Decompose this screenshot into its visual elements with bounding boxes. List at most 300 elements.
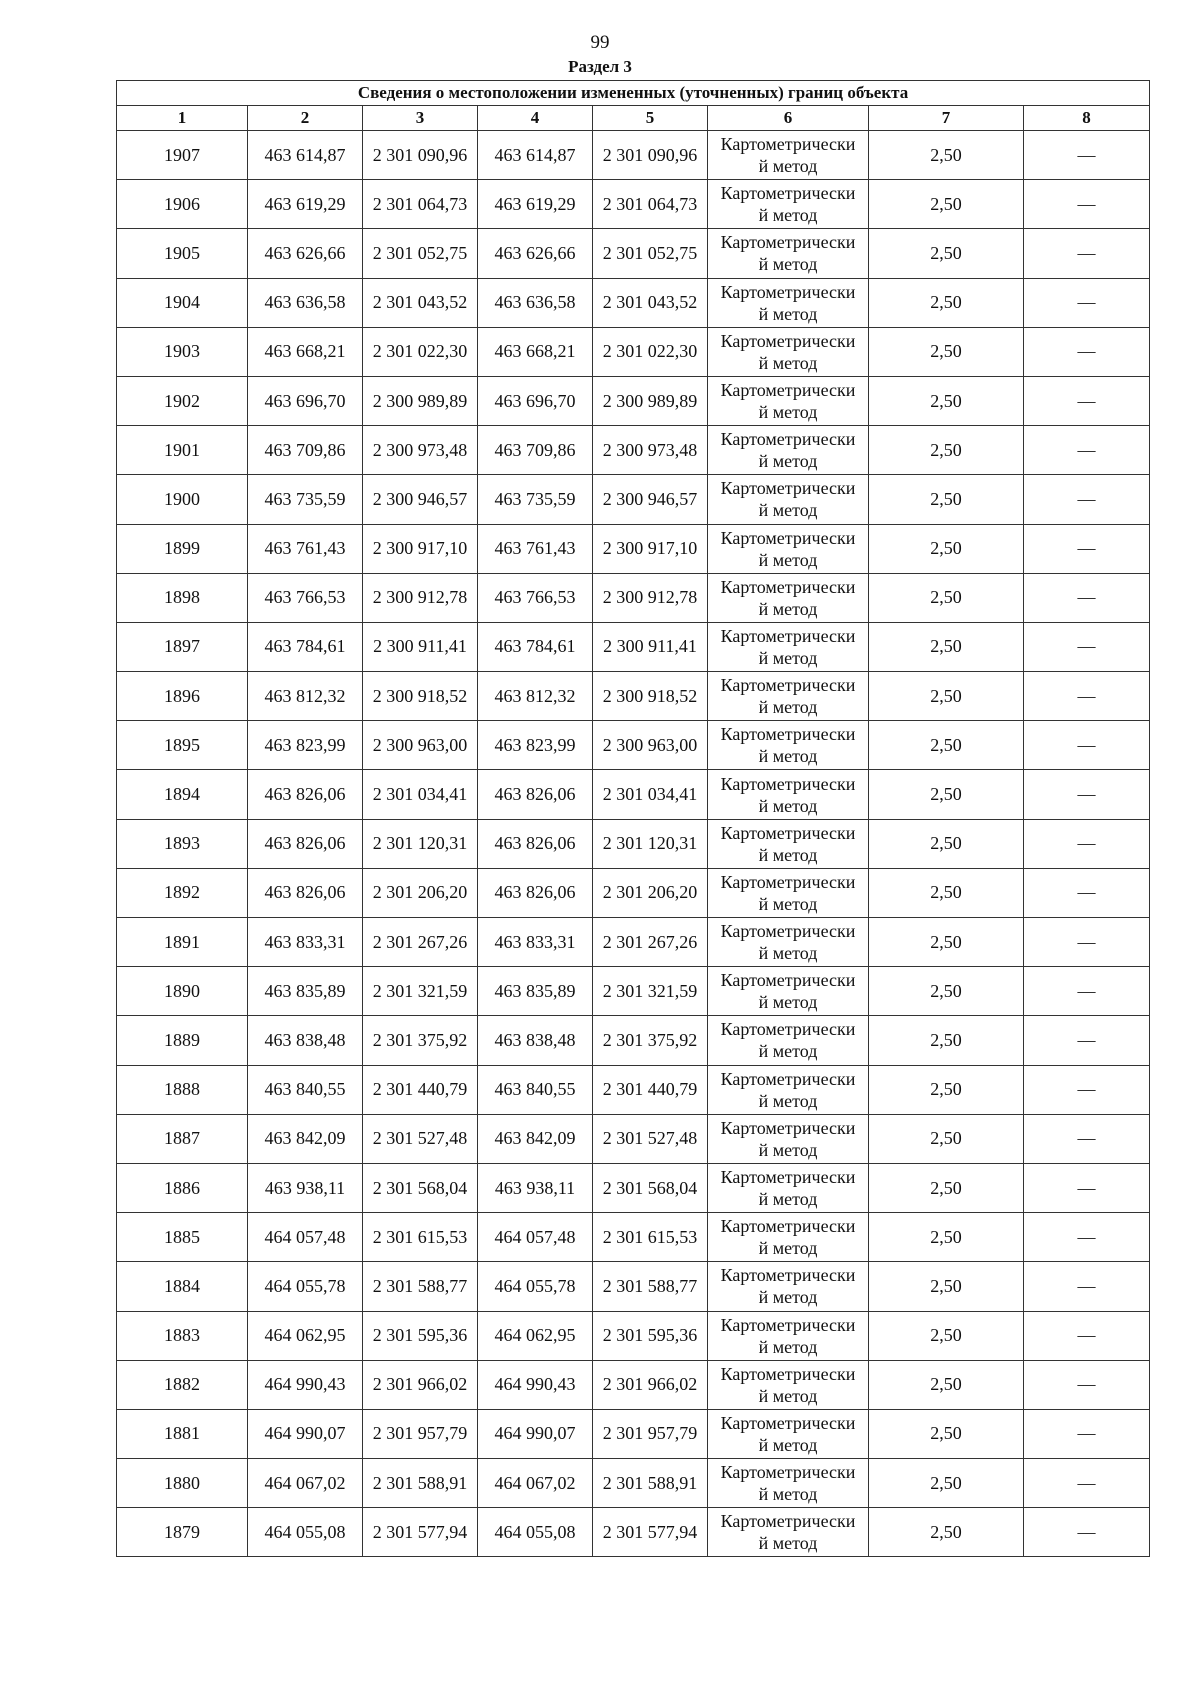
- column-number-3: 3: [363, 106, 478, 131]
- point-number-cell: 1890: [117, 967, 248, 1016]
- note-cell: —: [1024, 524, 1150, 573]
- x-new-cell: 463 938,11: [478, 1163, 593, 1212]
- y-existing-cell: 2 301 527,48: [363, 1114, 478, 1163]
- point-number-cell: 1900: [117, 475, 248, 524]
- note-cell: —: [1024, 1459, 1150, 1508]
- note-cell: —: [1024, 1311, 1150, 1360]
- method-text-line-2: й метод: [758, 598, 818, 619]
- y-new-cell: 2 301 957,79: [593, 1409, 708, 1458]
- note-cell: —: [1024, 770, 1150, 819]
- table-row: [117, 180, 1150, 229]
- table-row: [117, 721, 1150, 770]
- point-number-cell: 1882: [117, 1360, 248, 1409]
- y-new-cell: 2 300 917,10: [593, 524, 708, 573]
- y-existing-cell: 2 301 120,31: [363, 819, 478, 868]
- point-number-cell: 1904: [117, 278, 248, 327]
- column-number-7: 7: [869, 106, 1024, 131]
- method-text-line-2: й метод: [758, 647, 818, 668]
- accuracy-cell: 2,50: [869, 1409, 1024, 1458]
- accuracy-cell: 2,50: [869, 721, 1024, 770]
- y-existing-cell: 2 301 615,53: [363, 1213, 478, 1262]
- point-number-cell: 1907: [117, 131, 248, 180]
- table-row: [117, 819, 1150, 868]
- method-text-line-1: Картометрически: [720, 1019, 856, 1040]
- x-existing-cell: 463 812,32: [248, 672, 363, 721]
- y-existing-cell: 2 301 588,77: [363, 1262, 478, 1311]
- method-text-line-2: й метод: [758, 500, 818, 521]
- method-text-line-1: Картометрически: [720, 1412, 856, 1433]
- method-text-line-2: й метод: [758, 1189, 818, 1210]
- accuracy-cell: 2,50: [869, 770, 1024, 819]
- accuracy-cell: 2,50: [869, 622, 1024, 671]
- method-text-line-1: Картометрически: [720, 1314, 856, 1335]
- table-row: [117, 672, 1150, 721]
- y-existing-cell: 2 301 957,79: [363, 1409, 478, 1458]
- method-text-line-1: Картометрически: [720, 380, 856, 401]
- x-existing-cell: 464 057,48: [248, 1213, 363, 1262]
- x-existing-cell: 463 619,29: [248, 180, 363, 229]
- table-row: [117, 1213, 1150, 1262]
- x-new-cell: 464 067,02: [478, 1459, 593, 1508]
- method-text-line-2: й метод: [758, 254, 818, 275]
- column-number-1: 1: [117, 106, 248, 131]
- accuracy-cell: 2,50: [869, 327, 1024, 376]
- x-new-cell: 463 812,32: [478, 672, 593, 721]
- method-cell: [708, 770, 869, 819]
- accuracy-cell: 2,50: [869, 524, 1024, 573]
- accuracy-cell: 2,50: [869, 1459, 1024, 1508]
- y-new-cell: 2 301 577,94: [593, 1508, 708, 1557]
- method-text-line-2: й метод: [758, 303, 818, 324]
- table-row: [117, 622, 1150, 671]
- x-new-cell: 463 668,21: [478, 327, 593, 376]
- table-row: [117, 475, 1150, 524]
- point-number-cell: 1906: [117, 180, 248, 229]
- point-number-cell: 1896: [117, 672, 248, 721]
- method-text-line-2: й метод: [758, 1533, 818, 1554]
- point-number-cell: 1885: [117, 1213, 248, 1262]
- x-existing-cell: 463 838,48: [248, 1016, 363, 1065]
- x-existing-cell: 463 823,99: [248, 721, 363, 770]
- y-new-cell: 2 301 595,36: [593, 1311, 708, 1360]
- method-text-line-2: й метод: [758, 1434, 818, 1455]
- note-cell: —: [1024, 475, 1150, 524]
- accuracy-cell: 2,50: [869, 278, 1024, 327]
- y-new-cell: 2 300 973,48: [593, 426, 708, 475]
- table-row: [117, 1016, 1150, 1065]
- method-cell: [708, 573, 869, 622]
- method-text-line-2: й метод: [758, 1385, 818, 1406]
- method-text-line-2: й метод: [758, 992, 818, 1013]
- x-existing-cell: 463 696,70: [248, 376, 363, 425]
- method-text-line-2: й метод: [758, 893, 818, 914]
- method-text-line-1: Картометрически: [720, 1265, 856, 1286]
- y-new-cell: 2 301 588,77: [593, 1262, 708, 1311]
- page-number: 99: [590, 32, 610, 53]
- x-existing-cell: 463 761,43: [248, 524, 363, 573]
- method-text-line-1: Картометрически: [720, 822, 856, 843]
- method-text-line-2: й метод: [758, 1287, 818, 1308]
- method-cell: [708, 327, 869, 376]
- method-cell: [708, 819, 869, 868]
- method-text-line-2: й метод: [758, 549, 818, 570]
- column-number-8: 8: [1024, 106, 1150, 131]
- x-existing-cell: 463 709,86: [248, 426, 363, 475]
- point-number-cell: 1884: [117, 1262, 248, 1311]
- method-cell: [708, 967, 869, 1016]
- table-row: [117, 1262, 1150, 1311]
- point-number-cell: 1889: [117, 1016, 248, 1065]
- table-row: [117, 524, 1150, 573]
- method-cell: [708, 1311, 869, 1360]
- x-new-cell: 464 057,48: [478, 1213, 593, 1262]
- y-new-cell: 2 300 963,00: [593, 721, 708, 770]
- point-number-cell: 1888: [117, 1065, 248, 1114]
- y-existing-cell: 2 301 043,52: [363, 278, 478, 327]
- y-existing-cell: 2 301 267,26: [363, 918, 478, 967]
- column-number-5: 5: [593, 106, 708, 131]
- table-row: [117, 131, 1150, 180]
- x-new-cell: 463 735,59: [478, 475, 593, 524]
- accuracy-cell: 2,50: [869, 1114, 1024, 1163]
- note-cell: —: [1024, 721, 1150, 770]
- method-text-line-2: й метод: [758, 1139, 818, 1160]
- point-number-cell: 1886: [117, 1163, 248, 1212]
- y-new-cell: 2 301 267,26: [593, 918, 708, 967]
- x-new-cell: 463 761,43: [478, 524, 593, 573]
- note-cell: —: [1024, 819, 1150, 868]
- x-new-cell: 463 784,61: [478, 622, 593, 671]
- y-existing-cell: 2 301 595,36: [363, 1311, 478, 1360]
- method-cell: [708, 278, 869, 327]
- y-existing-cell: 2 300 946,57: [363, 475, 478, 524]
- accuracy-cell: 2,50: [869, 918, 1024, 967]
- accuracy-cell: 2,50: [869, 1311, 1024, 1360]
- table-row: [117, 1360, 1150, 1409]
- method-cell: [708, 1459, 869, 1508]
- y-existing-cell: 2 300 963,00: [363, 721, 478, 770]
- table-row: [117, 918, 1150, 967]
- accuracy-cell: 2,50: [869, 180, 1024, 229]
- note-cell: —: [1024, 180, 1150, 229]
- method-cell: [708, 868, 869, 917]
- y-new-cell: 2 301 568,04: [593, 1163, 708, 1212]
- method-cell: [708, 622, 869, 671]
- note-cell: —: [1024, 1508, 1150, 1557]
- x-existing-cell: 464 055,08: [248, 1508, 363, 1557]
- y-existing-cell: 2 300 918,52: [363, 672, 478, 721]
- accuracy-cell: 2,50: [869, 1213, 1024, 1262]
- x-new-cell: 463 842,09: [478, 1114, 593, 1163]
- y-existing-cell: 2 301 064,73: [363, 180, 478, 229]
- method-text-line-1: Картометрически: [720, 429, 856, 450]
- point-number-cell: 1903: [117, 327, 248, 376]
- y-new-cell: 2 301 615,53: [593, 1213, 708, 1262]
- x-existing-cell: 463 835,89: [248, 967, 363, 1016]
- point-number-cell: 1901: [117, 426, 248, 475]
- y-new-cell: 2 301 064,73: [593, 180, 708, 229]
- method-text-line-1: Картометрически: [720, 1363, 856, 1384]
- x-new-cell: 463 619,29: [478, 180, 593, 229]
- point-number-cell: 1880: [117, 1459, 248, 1508]
- x-existing-cell: 464 055,78: [248, 1262, 363, 1311]
- method-text-line-2: й метод: [758, 943, 818, 964]
- method-cell: [708, 918, 869, 967]
- y-new-cell: 2 301 043,52: [593, 278, 708, 327]
- x-existing-cell: 463 784,61: [248, 622, 363, 671]
- method-text-line-2: й метод: [758, 697, 818, 718]
- table-row: [117, 573, 1150, 622]
- method-text-line-1: Картометрически: [720, 724, 856, 745]
- method-text-line-2: й метод: [758, 1484, 818, 1505]
- method-cell: [708, 1262, 869, 1311]
- y-existing-cell: 2 301 568,04: [363, 1163, 478, 1212]
- y-new-cell: 2 301 090,96: [593, 131, 708, 180]
- y-existing-cell: 2 300 911,41: [363, 622, 478, 671]
- y-existing-cell: 2 301 588,91: [363, 1459, 478, 1508]
- y-existing-cell: 2 301 052,75: [363, 229, 478, 278]
- section-title: Раздел 3: [568, 57, 632, 76]
- note-cell: —: [1024, 672, 1150, 721]
- method-text-line-1: Картометрически: [720, 871, 856, 892]
- x-existing-cell: 463 668,21: [248, 327, 363, 376]
- y-existing-cell: 2 300 973,48: [363, 426, 478, 475]
- x-new-cell: 463 826,06: [478, 819, 593, 868]
- note-cell: —: [1024, 131, 1150, 180]
- y-new-cell: 2 300 989,89: [593, 376, 708, 425]
- method-text-line-1: Картометрически: [720, 625, 856, 646]
- method-text-line-2: й метод: [758, 156, 818, 177]
- note-cell: —: [1024, 868, 1150, 917]
- x-new-cell: 463 835,89: [478, 967, 593, 1016]
- y-new-cell: 2 301 120,31: [593, 819, 708, 868]
- y-existing-cell: 2 301 375,92: [363, 1016, 478, 1065]
- x-new-cell: 463 826,06: [478, 770, 593, 819]
- method-text-line-1: Картометрически: [720, 576, 856, 597]
- method-cell: [708, 1016, 869, 1065]
- table-row: [117, 426, 1150, 475]
- point-number-cell: 1891: [117, 918, 248, 967]
- method-cell: [708, 475, 869, 524]
- note-cell: —: [1024, 1114, 1150, 1163]
- table-row: [117, 770, 1150, 819]
- point-number-cell: 1881: [117, 1409, 248, 1458]
- y-new-cell: 2 301 440,79: [593, 1065, 708, 1114]
- table-row: [117, 1508, 1150, 1557]
- method-text-line-1: Картометрически: [720, 970, 856, 991]
- y-new-cell: 2 301 034,41: [593, 770, 708, 819]
- y-existing-cell: 2 300 989,89: [363, 376, 478, 425]
- note-cell: —: [1024, 229, 1150, 278]
- y-new-cell: 2 301 052,75: [593, 229, 708, 278]
- x-existing-cell: 464 062,95: [248, 1311, 363, 1360]
- accuracy-cell: 2,50: [869, 1360, 1024, 1409]
- table-row: [117, 229, 1150, 278]
- x-existing-cell: 463 840,55: [248, 1065, 363, 1114]
- note-cell: —: [1024, 918, 1150, 967]
- method-text-line-2: й метод: [758, 451, 818, 472]
- accuracy-cell: 2,50: [869, 229, 1024, 278]
- boundary-coordinates-table: [116, 80, 1150, 1557]
- note-cell: —: [1024, 1016, 1150, 1065]
- column-number-row: [117, 106, 1150, 131]
- method-cell: [708, 1213, 869, 1262]
- method-text-line-2: й метод: [758, 402, 818, 423]
- accuracy-cell: 2,50: [869, 376, 1024, 425]
- point-number-cell: 1894: [117, 770, 248, 819]
- table-row: [117, 1409, 1150, 1458]
- method-cell: [708, 131, 869, 180]
- y-new-cell: 2 301 588,91: [593, 1459, 708, 1508]
- column-number-4: 4: [478, 106, 593, 131]
- y-existing-cell: 2 301 022,30: [363, 327, 478, 376]
- method-cell: [708, 180, 869, 229]
- method-text-line-1: Картометрически: [720, 1511, 856, 1532]
- method-text-line-1: Картометрически: [720, 1216, 856, 1237]
- x-new-cell: 463 636,58: [478, 278, 593, 327]
- x-new-cell: 464 055,78: [478, 1262, 593, 1311]
- accuracy-cell: 2,50: [869, 1065, 1024, 1114]
- table-row: [117, 1459, 1150, 1508]
- table-row: [117, 967, 1150, 1016]
- x-new-cell: 463 766,53: [478, 573, 593, 622]
- method-text-line-1: Картометрически: [720, 1117, 856, 1138]
- method-text-line-1: Картометрически: [720, 183, 856, 204]
- method-cell: [708, 376, 869, 425]
- note-cell: —: [1024, 1163, 1150, 1212]
- y-existing-cell: 2 301 206,20: [363, 868, 478, 917]
- method-cell: [708, 1114, 869, 1163]
- method-text-line-1: Картометрически: [720, 1462, 856, 1483]
- y-existing-cell: 2 300 917,10: [363, 524, 478, 573]
- x-new-cell: 464 990,43: [478, 1360, 593, 1409]
- x-existing-cell: 463 826,06: [248, 868, 363, 917]
- y-new-cell: 2 300 912,78: [593, 573, 708, 622]
- table-row: [117, 1065, 1150, 1114]
- note-cell: —: [1024, 278, 1150, 327]
- x-new-cell: 464 990,07: [478, 1409, 593, 1458]
- y-existing-cell: 2 301 966,02: [363, 1360, 478, 1409]
- note-cell: —: [1024, 1409, 1150, 1458]
- x-existing-cell: 463 735,59: [248, 475, 363, 524]
- note-cell: —: [1024, 327, 1150, 376]
- x-existing-cell: 463 636,58: [248, 278, 363, 327]
- note-cell: —: [1024, 622, 1150, 671]
- method-text-line-2: й метод: [758, 1238, 818, 1259]
- accuracy-cell: 2,50: [869, 1508, 1024, 1557]
- method-text-line-1: Картометрически: [720, 773, 856, 794]
- method-cell: [708, 1163, 869, 1212]
- note-cell: —: [1024, 1360, 1150, 1409]
- x-existing-cell: 464 990,07: [248, 1409, 363, 1458]
- note-cell: —: [1024, 426, 1150, 475]
- x-new-cell: 464 062,95: [478, 1311, 593, 1360]
- x-existing-cell: 463 833,31: [248, 918, 363, 967]
- accuracy-cell: 2,50: [869, 1163, 1024, 1212]
- accuracy-cell: 2,50: [869, 131, 1024, 180]
- point-number-cell: 1892: [117, 868, 248, 917]
- x-existing-cell: 464 067,02: [248, 1459, 363, 1508]
- method-text-line-1: Картометрически: [720, 1167, 856, 1188]
- accuracy-cell: 2,50: [869, 573, 1024, 622]
- y-existing-cell: 2 300 912,78: [363, 573, 478, 622]
- table-row: [117, 868, 1150, 917]
- point-number-cell: 1895: [117, 721, 248, 770]
- x-new-cell: 463 626,66: [478, 229, 593, 278]
- y-new-cell: 2 301 206,20: [593, 868, 708, 917]
- method-cell: [708, 1409, 869, 1458]
- method-text-line-1: Картометрически: [720, 232, 856, 253]
- point-number-cell: 1902: [117, 376, 248, 425]
- x-new-cell: 463 826,06: [478, 868, 593, 917]
- point-number-cell: 1898: [117, 573, 248, 622]
- x-existing-cell: 463 938,11: [248, 1163, 363, 1212]
- method-cell: [708, 672, 869, 721]
- method-text-line-2: й метод: [758, 746, 818, 767]
- x-new-cell: 463 840,55: [478, 1065, 593, 1114]
- y-new-cell: 2 300 918,52: [593, 672, 708, 721]
- method-text-line-1: Картометрически: [720, 1068, 856, 1089]
- method-text-line-2: й метод: [758, 795, 818, 816]
- x-existing-cell: 463 842,09: [248, 1114, 363, 1163]
- table-row: [117, 1311, 1150, 1360]
- x-new-cell: 463 696,70: [478, 376, 593, 425]
- method-text-line-1: Картометрически: [720, 921, 856, 942]
- note-cell: —: [1024, 1262, 1150, 1311]
- x-existing-cell: 463 826,06: [248, 819, 363, 868]
- method-cell: [708, 426, 869, 475]
- x-existing-cell: 463 766,53: [248, 573, 363, 622]
- method-text-line-2: й метод: [758, 1336, 818, 1357]
- x-new-cell: 464 055,08: [478, 1508, 593, 1557]
- accuracy-cell: 2,50: [869, 819, 1024, 868]
- method-cell: [708, 1360, 869, 1409]
- point-number-cell: 1887: [117, 1114, 248, 1163]
- point-number-cell: 1897: [117, 622, 248, 671]
- method-text-line-2: й метод: [758, 352, 818, 373]
- y-existing-cell: 2 301 090,96: [363, 131, 478, 180]
- method-cell: [708, 1508, 869, 1557]
- note-cell: —: [1024, 1213, 1150, 1262]
- note-cell: —: [1024, 376, 1150, 425]
- x-new-cell: 463 823,99: [478, 721, 593, 770]
- table-body: [117, 131, 1150, 1557]
- point-number-cell: 1879: [117, 1508, 248, 1557]
- accuracy-cell: 2,50: [869, 672, 1024, 721]
- x-new-cell: 463 614,87: [478, 131, 593, 180]
- x-new-cell: 463 709,86: [478, 426, 593, 475]
- table-row: [117, 1114, 1150, 1163]
- x-existing-cell: 463 614,87: [248, 131, 363, 180]
- y-new-cell: 2 301 321,59: [593, 967, 708, 1016]
- table-row: [117, 327, 1150, 376]
- table-caption: Сведения о местоположении измененных (уточненных) границ объекта: [117, 81, 1150, 106]
- y-new-cell: 2 301 375,92: [593, 1016, 708, 1065]
- y-new-cell: 2 301 527,48: [593, 1114, 708, 1163]
- y-existing-cell: 2 301 034,41: [363, 770, 478, 819]
- point-number-cell: 1883: [117, 1311, 248, 1360]
- method-cell: [708, 1065, 869, 1114]
- method-cell: [708, 229, 869, 278]
- method-text-line-2: й метод: [758, 844, 818, 865]
- x-new-cell: 463 833,31: [478, 918, 593, 967]
- y-existing-cell: 2 301 321,59: [363, 967, 478, 1016]
- x-existing-cell: 463 826,06: [248, 770, 363, 819]
- note-cell: —: [1024, 967, 1150, 1016]
- method-text-line-2: й метод: [758, 1041, 818, 1062]
- y-new-cell: 2 300 946,57: [593, 475, 708, 524]
- method-cell: [708, 524, 869, 573]
